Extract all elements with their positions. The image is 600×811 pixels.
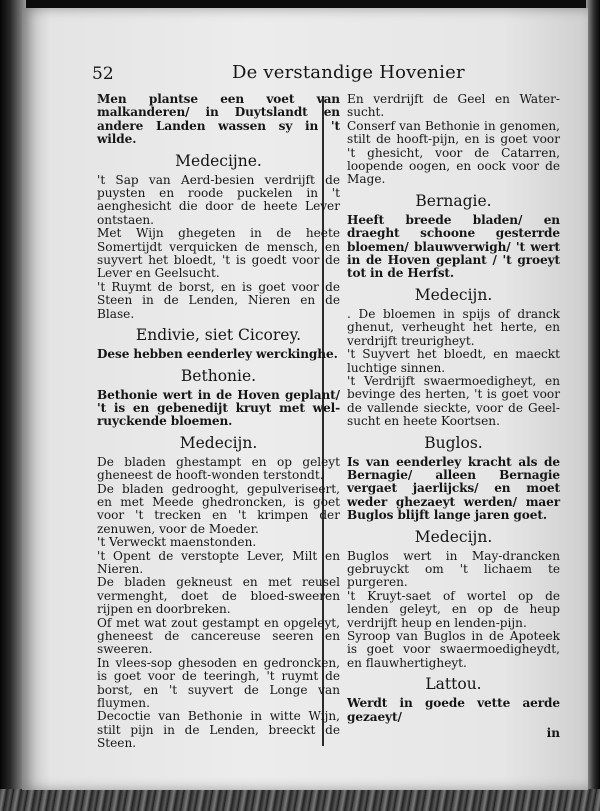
heading-lattou: Lattou. [425,675,482,694]
buglos-description: Is van eenderley kracht als de Bernagie/ alleen Bernagie vergaet jaerlijcks/ en moet weder ghezaeyt werden/ maer Buglos blijft lange jaren goet. [347,454,560,523]
page-header [22,60,588,90]
paragraph: In vlees-sop ghesoden en gedroncken, is goet voor de teeringh, 't ruymt de borst, en 't suyvert de Longe van fluymen. [97,655,340,711]
heading-buglos: Buglos. [424,433,483,452]
left-column [97,93,340,751]
paragraph: Met Wijn ghegeten in de heete Somertijdt verquicken de mensch, en suyvert het bloedt, 't is goedt voor de Lever en Geelsucht. [97,226,340,281]
heading-medecijn: Medecijn. [414,527,493,546]
page-number: 52 [92,64,114,84]
paragraph: En verdrijft de Geel en Water-sucht. [347,92,560,120]
book-page [22,8,588,790]
paragraph: . De bloemen in spijs of dranck ghenut, verheught het herte, en verdrijft treurigheyt. [347,306,560,348]
heading-bernagie: Bernagie. [415,191,492,210]
paragraph: Decoctie van Bethonie in witte Wijn, stilt pijn in de Lenden, breeckt de Steen. [97,709,340,751]
paragraph: De bladen ghestampt en op geleyt gheneest de hooft-wonden terstondt. [97,454,340,483]
paragraph: 't Verdrijft swaermoedigheyt, en bevinge des herten, 't is goet voor de vallende sieckte, voor de Geel-sucht en heete Koortsen. [347,373,560,429]
running-title: De verstandige Hovenier [232,62,465,83]
lattou-description: Werdt in goede vette aerde gezaeyt/ [347,696,560,724]
catchword: in [546,726,560,741]
paragraph: De bladen gekneust en met reusel vermenght, doet de bloed-sweeren rijpen en doorbreken. [97,575,340,617]
paragraph: 't Sap van Aerd-besien verdrijft de puysten en roode puckelen in 't aenghesicht die door de heete Lever ontstaen. [97,172,340,227]
heading-medecijne: Medecijne. [175,151,262,170]
paragraph: 't Suyvert het bloedt, en maeckt luchtige sinnen. [347,347,560,375]
heading-endivie: Endivie, siet Cicorey. [135,326,302,345]
paragraph: 't Ruymt de borst, en is goet voor de Steen in de Lenden, Nieren en de Blase. [97,279,340,321]
paragraph: Of met wat zout gestampt en opgeleyt, gheneest de cancereuse seeren en sweeren. [97,615,340,657]
paragraph: Buglos wert in May-drancken gebruyckt om 't lichaem te purgeren. [347,548,560,590]
intro-text: Men plantse een voet van malkanderen/ in Duytslandt en andere Landen wassen sy in 't wilde. [97,92,340,147]
paragraph: Conserf van Bethonie in genomen, stilt de hooft-pijn, en is goet voor 't ghesicht, voor de Catarren, loopende oogen, en oock voor de Mage. [347,118,560,187]
paragraph: 't Kruyt-saet of wortel op de lenden geleyt, en op de heup verdrijft heup en lenden-pijn. [347,588,560,630]
page-edge [586,0,600,811]
paragraph: Syroop van Buglos in de Apoteek is goet voor swaermoedigheydt, en flauwhertigheyt. [347,629,560,670]
right-column [347,93,560,740]
paragraph: De bladen gedrooght, gepulveriseert, en met Meede ghedroncken, is goet voor 't trecken en 't krimpen der zenuwen, voor de Moeder. [97,481,340,536]
paragraph: 't Opent de verstopte Lever, Milt en Nieren. [97,548,340,576]
endivie-description: Dese hebben eenderley werckinghe. [97,347,338,362]
marbled-cover-edge [0,789,600,811]
bernagie-description: Heeft breede bladen/ en draeght schoone gesterrde bloemen/ blauwverwigh/ 't wert in de Hoven geplant / 't groeyt tot in de Herfst. [347,212,560,281]
paragraph: 't Verweckt maenstonden. [97,535,257,550]
bethonie-description: Bethonie wert in de Hoven geplant/ 't is en gebenedijt kruyt met wel-ruyckende bloemen. [97,387,340,429]
heading-medecijn: Medecijn. [179,433,258,452]
heading-bethonie: Bethonie. [180,366,257,385]
heading-medecijn: Medecijn. [414,285,493,304]
